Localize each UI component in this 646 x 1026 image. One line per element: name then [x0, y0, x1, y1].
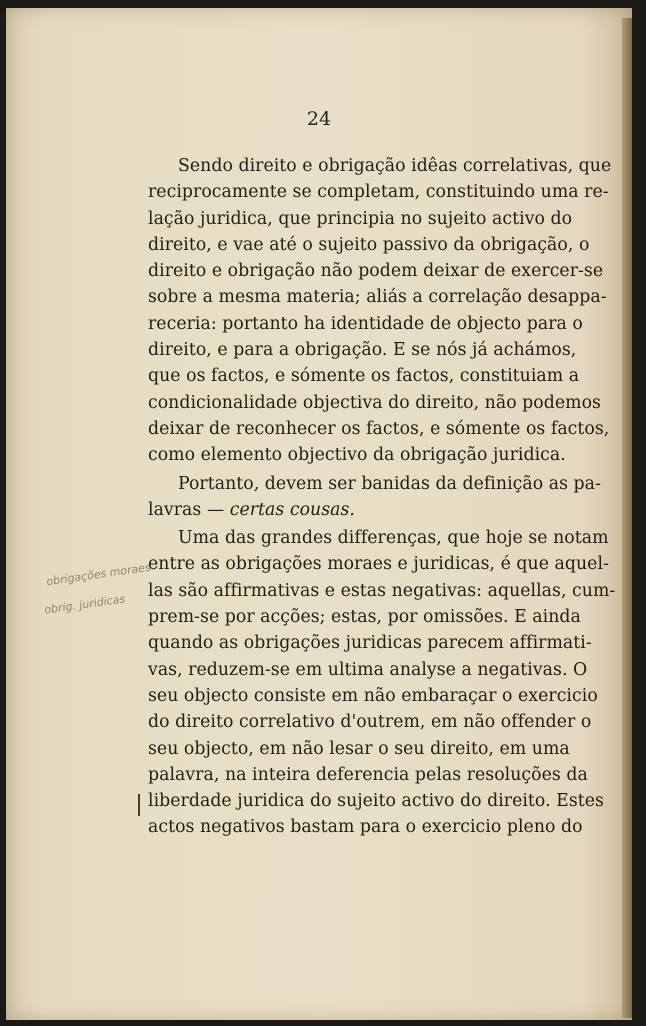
body-text	[148, 153, 616, 841]
book-page	[6, 8, 632, 1020]
text-line: deixar de reconhecer os factos, e sómente os factos,	[148, 418, 610, 439]
text-line: Portanto, devem ser banidas da definição as pa-	[178, 473, 601, 494]
text-line: direito e obrigação não podem deixar de exercer-se	[148, 261, 604, 282]
text-line: actos negativos bastam para o exercicio pleno do	[148, 817, 583, 838]
text-line: como elemento objectivo da obrigação juridica.	[148, 445, 566, 466]
text-line: prem-se por acções; estas, por omissões. E ainda	[148, 607, 581, 628]
text-fragment: lavras —	[148, 499, 225, 520]
text-line: receria: portanto ha identidade de objecto para o	[148, 313, 583, 334]
text-line: entre as obrigações moraes e juridicas, é que aquel-	[148, 554, 609, 575]
text-line: quando as obrigações juridicas parecem affirmati-	[148, 633, 592, 654]
text-line: seu objecto consiste em não embaraçar o exercicio	[148, 685, 598, 706]
page-edge	[622, 18, 632, 1018]
text-line: Uma das grandes differenças, que hoje se notam	[178, 528, 609, 549]
text-line: sobre a mesma materia; aliás a correlação desappa-	[148, 287, 607, 308]
margin-bracket-mark	[138, 794, 140, 816]
handwritten-margin-note: obrig. juridicas	[43, 592, 126, 617]
text-line: liberdade juridica do sujeito activo do direito. Estes	[148, 791, 604, 812]
text-line: do direito correlativo d'outrem, em não offender o	[148, 712, 592, 733]
handwritten-margin-note: obrigações moraes	[45, 560, 152, 589]
text-line: direito, e vae até o sujeito passivo da obrigação, o	[148, 234, 590, 255]
text-line: condicionalidade objectiva do direito, não podemos	[148, 392, 601, 413]
text-line: que os factos, e sómente os factos, constituiam a	[148, 366, 580, 387]
page-number: 24	[306, 108, 332, 130]
text-line: direito, e para a obrigação. E se nós já achámos,	[148, 340, 577, 361]
text-line: reciprocamente se completam, constituindo uma re-	[148, 182, 609, 203]
italic-phrase: certas cousas.	[229, 499, 355, 520]
text-line: lação juridica, que principia no sujeito activo do	[148, 208, 573, 229]
text-line: las são affirmativas e estas negativas: aquellas, cum-	[148, 580, 616, 601]
text-line: Sendo direito e obrigação idêas correlativas, que	[178, 156, 612, 176]
text-line: seu objecto, em não lesar o seu direito, em uma	[148, 738, 570, 759]
text-line: palavra, na inteira deferencia pelas resoluções da	[148, 764, 588, 785]
text-line	[148, 497, 566, 523]
text-line: vas, reduzem-se em ultima analyse a negativas. O	[148, 659, 588, 680]
